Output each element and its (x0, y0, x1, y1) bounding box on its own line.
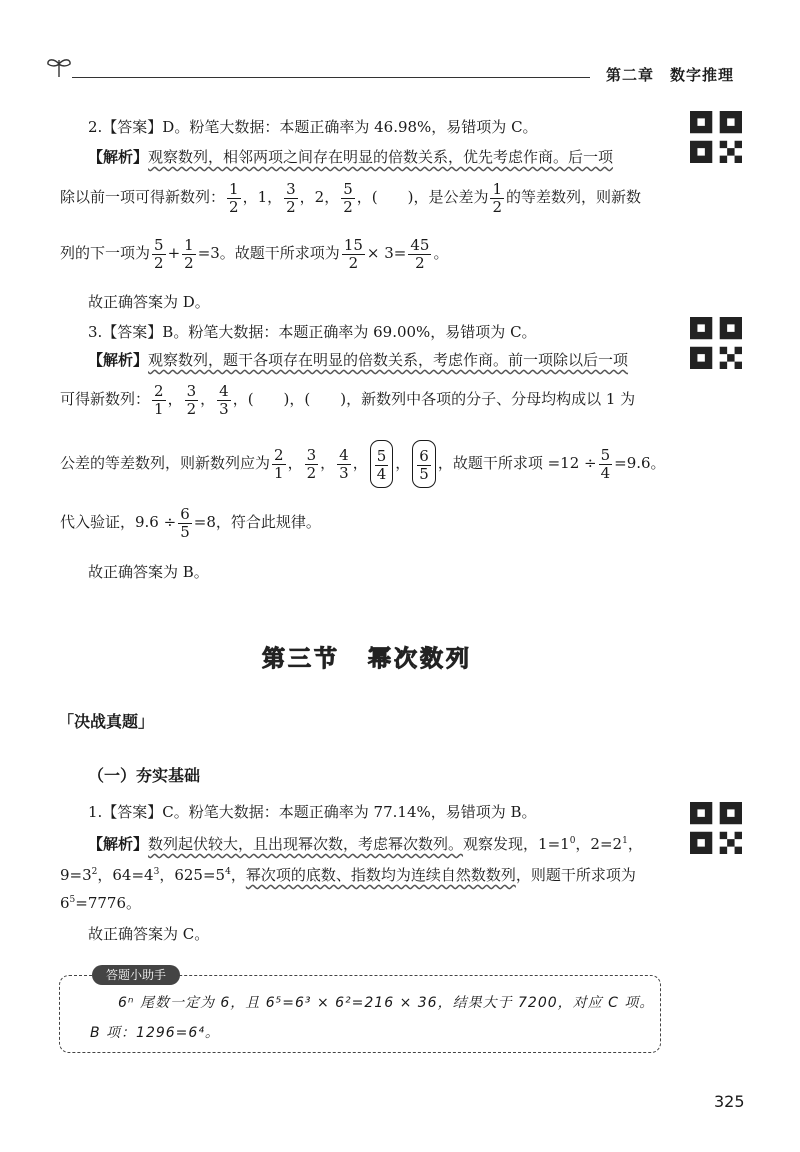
exponent: 4 (225, 867, 231, 877)
text-span: =9.6。 (614, 454, 666, 472)
verify-line (60, 504, 321, 541)
numerator: 1 (184, 235, 194, 254)
denominator: 2 (348, 253, 359, 272)
text-span: ， (230, 866, 246, 884)
qr-code-icon[interactable] (690, 802, 742, 854)
sequence-line: 可得新数列： $\frac{2}{1}$ ， $\frac{3}{2}$ ， $\frac{4}{3}$ ，( )，( )，新数列中各项的分子、分母均构成以 1 为 (60, 381, 636, 418)
tip-line: B 项：1296=6⁴。 (90, 1025, 220, 1041)
text-span: 6 (60, 894, 70, 912)
fraction (152, 237, 166, 272)
text-span: =8，符合此规律。 (193, 513, 321, 531)
numerator: 1 (492, 179, 503, 198)
fraction (152, 383, 166, 418)
analysis-line (88, 147, 613, 167)
text-span: ，( )，是公差为 (356, 188, 489, 206)
fraction (408, 237, 431, 272)
fraction (375, 448, 389, 483)
analysis-text: 幂次项的底数、指数均为连续自然数数列 (245, 866, 516, 884)
subsection-heading: （一）夯实基础 (88, 766, 201, 785)
denominator: 5 (180, 522, 190, 541)
fraction (490, 181, 504, 216)
denominator: 2 (154, 253, 164, 272)
text-span: ，则题干所求项为 (515, 866, 636, 884)
numerator: 2 (154, 381, 164, 400)
denominator: 1 (154, 399, 164, 418)
text-span: ，( )，( )，新数列中各项的分子、分母均构成以 1 为 (232, 390, 636, 408)
text-span: =3。故题干所求项为 (197, 244, 340, 262)
text-span: ，625=5 (159, 866, 226, 884)
fraction (217, 383, 231, 418)
fraction (599, 447, 613, 482)
text-span: ，1， (242, 188, 283, 206)
exponent: 1 (622, 836, 628, 846)
conclusion-line: 故正确答案为 D。 (88, 293, 210, 311)
numerator: 1 (229, 179, 239, 198)
numerator: 2 (274, 445, 284, 464)
numerator: 5 (376, 446, 387, 465)
exponent: 0 (569, 836, 576, 846)
fraction (341, 181, 355, 216)
denominator: 4 (376, 464, 387, 483)
text-span: ，2=2 (575, 835, 623, 853)
denominator: 1 (274, 463, 284, 482)
text-span: ， (627, 835, 643, 853)
result-line (60, 236, 448, 272)
numerator: 5 (600, 445, 611, 464)
fraction (182, 237, 196, 272)
exponent: 5 (69, 895, 76, 905)
text-span: 。 (433, 244, 449, 262)
denominator: 2 (306, 463, 317, 482)
text-span: 代入验证，9.6 ÷ (60, 513, 177, 531)
analysis-text: 观察数列，相邻两项之间存在明显的倍数关系，优先考虑作商。后一项 (148, 148, 614, 166)
text-span: 的等差数列，则新数 (506, 188, 642, 206)
text-span: 观察发现，1=1 (463, 835, 570, 853)
numerator: 3 (306, 445, 317, 464)
numerator: 3 (186, 381, 197, 400)
qr-code-icon[interactable] (690, 317, 742, 369)
exponent: 2 (91, 867, 98, 877)
sequence-line (60, 180, 641, 216)
text-span: ，64=4 (97, 866, 154, 884)
denominator: 2 (492, 197, 503, 216)
analysis-label: 【解析】 (88, 351, 149, 369)
denominator: 5 (419, 464, 429, 483)
bracketed-term (370, 440, 394, 488)
conclusion-line: 故正确答案为 C。 (88, 925, 210, 943)
denominator: 2 (184, 253, 194, 272)
text-span: ，2， (299, 188, 340, 206)
qr-code-icon[interactable] (690, 111, 742, 163)
chapter-header: 第二章 数字推理 (606, 66, 735, 84)
analysis-label: 【解析】 (88, 835, 149, 853)
analysis-label: 【解析】 (88, 148, 149, 166)
bracketed-term (412, 440, 436, 488)
denominator: 2 (286, 197, 296, 216)
analysis-line (88, 831, 643, 854)
text-span: 可得新数列： (60, 390, 151, 408)
fraction (342, 237, 365, 272)
leaf-icon (44, 50, 74, 80)
numerator: 4 (219, 381, 229, 400)
fraction (227, 181, 241, 216)
analysis-text: 观察数列，题干各项存在明显的倍数关系，考虑作商。前一项除以后一项 (148, 351, 629, 369)
tip-line: 6ⁿ 尾数一定为 6，且 6⁵=6³ × 6²=216 × 36，结果大于 7200，对应 C 项。 (118, 995, 655, 1011)
analysis-line (60, 862, 636, 885)
numerator: 6 (419, 446, 429, 465)
conclusion-line: 故正确答案为 B。 (88, 563, 209, 581)
section-title (262, 640, 472, 673)
answer-line: 2.【答案】D。粉笔大数据：本题正确率为 46.98%，易错项为 C。 (88, 118, 538, 136)
denominator: 3 (219, 399, 229, 418)
answer-line: 1.【答案】C。粉笔大数据：本题正确率为 77.14%，易错项为 B。 (88, 803, 537, 821)
fraction (185, 383, 199, 418)
text-span: + (167, 244, 181, 262)
real-exam-heading: 「决战真题」 (58, 712, 155, 731)
text-span: 列的下一项为 (60, 244, 151, 262)
numerator: 3 (286, 179, 296, 198)
text-span: 9=3 (60, 866, 92, 884)
numerator: 45 (410, 235, 430, 254)
page-number: 325 (714, 1092, 745, 1111)
denominator: 2 (343, 197, 353, 216)
denominator: 2 (229, 197, 239, 216)
answer-line: 3.【答案】B。粉笔大数据：本题正确率为 69.00%，易错项为 C。 (88, 323, 537, 341)
denominator: 2 (415, 253, 425, 272)
denominator: 2 (186, 399, 197, 418)
text-span: =7776。 (75, 894, 142, 912)
tip-tag: 答题小助手 (92, 965, 180, 985)
text-span: ，故题干所求项 =12 ÷ (437, 454, 597, 472)
analysis-text: 数列起伏较大，且出现幂次数，考虑幂次数列。 (148, 835, 464, 853)
numerator: 6 (180, 504, 190, 523)
section-name: 幂次数列 (368, 646, 472, 672)
numerator: 4 (339, 445, 349, 464)
fraction (417, 448, 431, 483)
fraction (284, 181, 298, 216)
numerator: 5 (154, 235, 164, 254)
text-span: 公差的等差数列，则新数列应为 (60, 454, 271, 472)
header-rule (72, 77, 590, 78)
numerator: 5 (343, 179, 353, 198)
analysis-line (60, 890, 141, 913)
fraction (178, 506, 192, 541)
denominator: 3 (339, 463, 349, 482)
text-span: × 3= (366, 244, 407, 262)
fraction (272, 447, 286, 482)
analysis-line (88, 350, 628, 370)
denominator: 4 (600, 463, 611, 482)
fraction (305, 447, 319, 482)
section-number: 第三节 (262, 646, 340, 672)
fraction (337, 447, 351, 482)
text-span: 除以前一项可得新数列： (60, 188, 226, 206)
numerator: 15 (343, 235, 363, 254)
new-sequence-line: 公差的等差数列，则新数列应为 $\frac{2}{1}$ ， $\frac{3}{2}$ ， $\frac{4}{3}$ ， $\frac{5}{4}$ ， $\frac{6}{5}$ ，故题干所求项 =12 ÷ $\frac{5}{4}$ =9.6。 (60, 440, 666, 488)
exponent: 3 (153, 867, 160, 877)
